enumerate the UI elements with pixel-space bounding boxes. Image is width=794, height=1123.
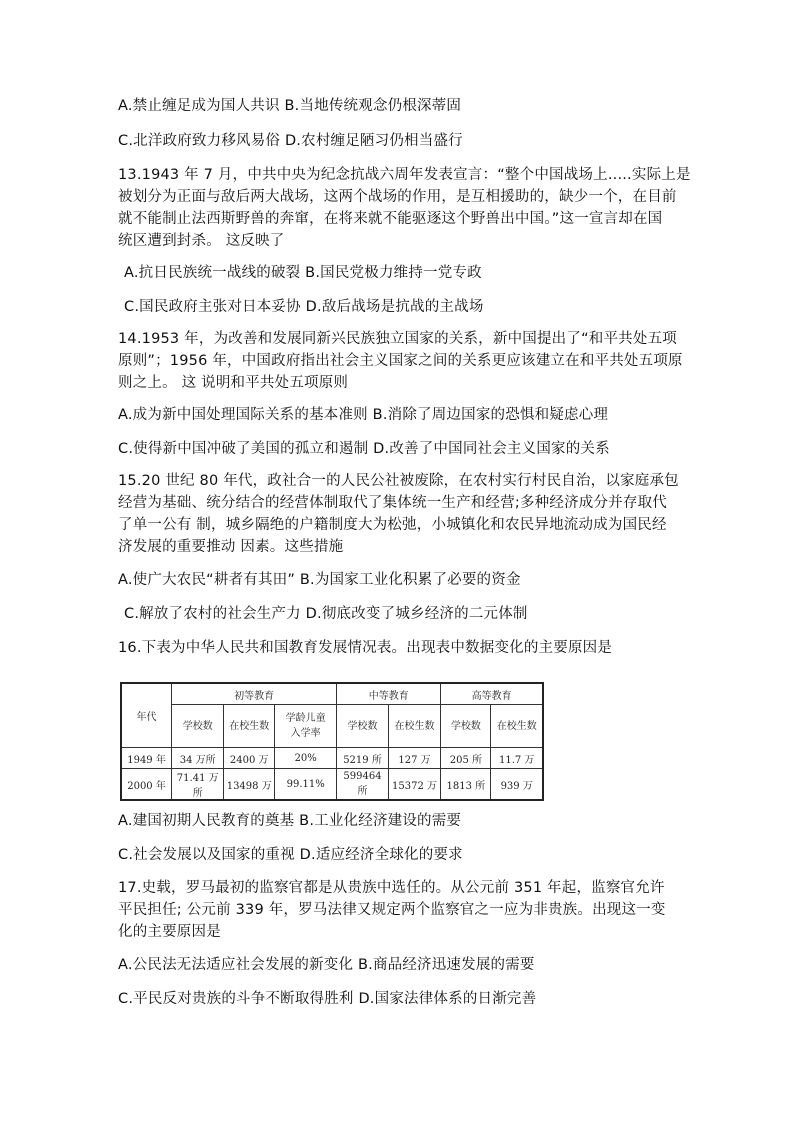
table-cell: 99.11% [275, 769, 337, 801]
q12-options-cd: C.北洋政府致力移风易俗 D.农村缠足陋习仍相当盛行 [118, 133, 463, 149]
q13-options-ab: A.抗日民族统一战线的破裂 B.国民党极力维持一党专政 [124, 265, 482, 281]
table-cell: 205 所 [441, 748, 491, 769]
q16-stem: 16.下表为中华人民共和国教育发展情况表。出现表中数据变化的主要原因是 [118, 640, 613, 656]
table-cell: 939 万 [491, 769, 543, 801]
table-cell: 34 万所 [172, 748, 224, 769]
table-cell: 2400 万 [224, 748, 275, 769]
q14-stem: 原则”；1956 年，中国政府指出社会主义国家之间的关系更应该建立在和平共处五项原 [118, 353, 683, 369]
q15-options-ab: A.使广大农民“耕者有其田” B.为国家工业化积累了必要的资金 [118, 572, 521, 588]
table-subheader: 在校生数 [224, 705, 275, 748]
q13-stem: 就不能制止法西斯野兽的奔窜，在将来就不能驱逐这个野兽出中国。”这一宣言却在国 [118, 211, 663, 227]
table-cell: 5219 所 [337, 748, 388, 769]
q14-options-cd: C.使得新中国冲破了美国的孤立和遏制 D.改善了中国同社会主义国家的关系 [118, 441, 610, 457]
table-subheader: 在校生数 [491, 705, 543, 748]
table-group-primary: 初等教育 [172, 683, 337, 705]
q12-options-ab: A.禁止缠足成为国人共识 B.当地传统观念仍根深蒂固 [118, 98, 462, 114]
table-cell: 1813 所 [441, 769, 491, 801]
q13-options-cd: C.国民政府主张对日本妥协 D.敌后战场是抗战的主战场 [124, 299, 484, 315]
q14-stem: 14.1953 年，为改善和发展同新兴民族独立国家的关系，新中国提出了“和平共处五项 [118, 331, 677, 347]
table-cell: 599464 所 [337, 769, 388, 801]
table-group-higher: 高等教育 [441, 683, 543, 705]
table-group-secondary: 中等教育 [337, 683, 441, 705]
table-cell: 15372 万 [388, 769, 441, 801]
table-subheader: 学校数 [441, 705, 491, 748]
q14-options-ab: A.成为新中国处理国际关系的基本准则 B.消除了周边国家的恐惧和疑虑心理 [118, 407, 609, 423]
table-cell: 127 万 [388, 748, 441, 769]
table-subheader: 学校数 [172, 705, 224, 748]
table-cell: 13498 万 [224, 769, 275, 801]
q14-stem: 则之上。 这 说明和平共处五项原则 [118, 375, 349, 391]
table-subheader: 在校生数 [388, 705, 441, 748]
table-cell: 20% [275, 748, 337, 769]
q13-stem: 被划分为正面与敌后两大战场，这两个战场的作用，是互相援助的，缺少一个，在目前 [118, 189, 677, 205]
q17-stem: 化的主要原因是 [118, 924, 221, 940]
education-table [120, 682, 544, 801]
table-row [121, 748, 543, 769]
table-cell: 1949 年 [121, 748, 172, 769]
table-subheader: 学校数 [337, 705, 388, 748]
table-subheader: 学龄儿童入学率 [275, 705, 337, 748]
q15-stem: 济发展的重要推动 因素。这些措施 [118, 539, 344, 555]
table-cell: 71.41 万所 [172, 769, 224, 801]
q15-stem: 经营为基础、统分结合的经营体制取代了集体统一生产和经营;多种经济成分并存取代 [118, 495, 667, 511]
q16-options-ab: A.建国初期人民教育的奠基 B.工业化经济建设的需要 [118, 813, 462, 829]
q16-options-cd: C.社会发展以及国家的重视 D.适应经济全球化的要求 [118, 847, 463, 863]
table-row [121, 769, 543, 801]
table-header-year: 年代 [121, 683, 172, 748]
q17-options-ab: A.公民法无法适应社会发展的新变化 B.商品经济迅速发展的需要 [118, 957, 535, 973]
q17-options-cd: C.平民反对贵族的斗争不断取得胜利 D.国家法律体系的日渐完善 [118, 991, 537, 1007]
q17-stem: 平民担任; 公元前 339 年，罗马法律又规定两个监察官之一应为非贵族。出现这一变 [118, 902, 666, 918]
q15-options-cd: C.解放了农村的社会生产力 D.彻底改变了城乡经济的二元体制 [124, 606, 528, 622]
q17-stem: 17.史载，罗马最初的监察官都是从贵族中选任的。从公元前 351 年起，监察官允许 [118, 880, 665, 896]
q13-stem: 统区遭到封杀。 这反映了 [118, 233, 285, 249]
table-cell: 2000 年 [121, 769, 172, 801]
q15-stem: 了单一公有 制，城乡隔绝的户籍制度大为松弛，小城镇化和农民异地流动成为国民经 [118, 517, 667, 533]
q13-stem: 13.1943 年 7 月，中共中央为纪念抗战六周年发表宣言：“整个中国战场上.....实际上是 [118, 167, 691, 183]
q15-stem: 15.20 世纪 80 年代，政社合一的人民公社被废除，在农村实行村民自治，以家庭承包 [118, 473, 679, 489]
table-cell: 11.7 万 [491, 748, 543, 769]
